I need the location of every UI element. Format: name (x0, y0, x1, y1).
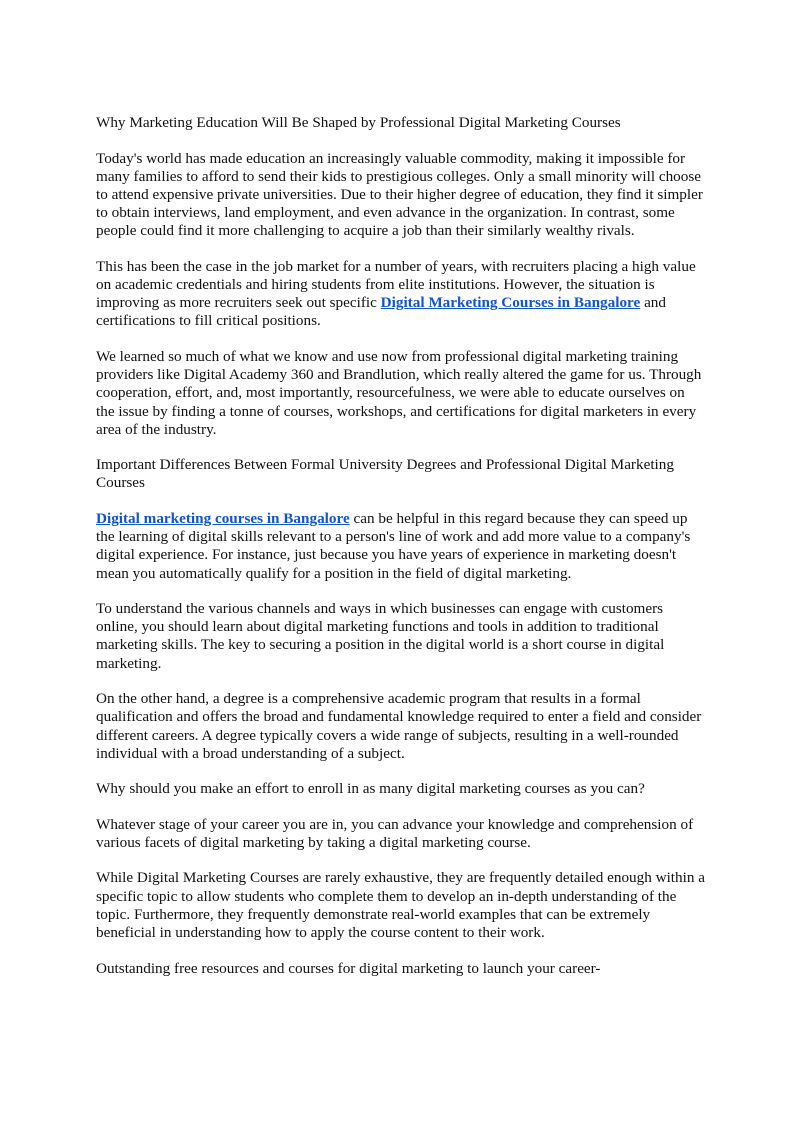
paragraph-4-text-after: can be helpful in this regard because they can speed up the learning of digital skills relevant to a person's line of work and add more value to a company's digital experience. For instance, just because you have years of experience in marketing doesn't mean you automatically qualify for a position in the field of digital marketing. (96, 509, 691, 582)
paragraph-7: Whatever stage of your career you are in, you can advance your knowledge and comprehension of various facets of digital marketing by taking a digital marketing course. (96, 815, 694, 851)
section-heading-why-enroll: Why should you make an effort to enroll in as many digital marketing courses as you can? (96, 780, 645, 798)
digital-marketing-courses-bangalore-link-2[interactable]: Digital marketing courses in Bangalore (96, 509, 350, 527)
paragraph-2-text-before: This has been the case in the job market for a number of years, with recruiters placing a high value on academic credentials and hiring students from elite institutions. However, the situation is improving as more recruiters seek out specific (96, 257, 696, 312)
paragraph-5: To understand the various channels and ways in which businesses can engage with customers online, you should learn about digital marketing functions and tools in addition to traditional marketing skills. The key to securing a position in the digital world is a short course in digital marketing. (96, 600, 665, 672)
paragraph-4 (96, 510, 706, 583)
section-heading-differences: Important Differences Between Formal University Degrees and Professional Digital Marketing Courses (96, 456, 674, 492)
digital-marketing-courses-bangalore-link-1[interactable]: Digital Marketing Courses in Bangalore (380, 294, 641, 312)
document-page (96, 114, 706, 995)
paragraph-3: We learned so much of what we know and use now from professional digital marketing training providers like Digital Academy 360 and Brandlution, which really altered the game for us. Through cooperation, effort, and, most importantly, resourcefulness, we were able to educate ourselves on the issue by finding a tonne of courses, workshops, and certifications for digital marketers in every area of the industry. (96, 347, 702, 438)
paragraph-2-text-after: and certifications to fill critical positions. (96, 294, 666, 330)
paragraph-1: Today's world has made education an increasingly valuable commodity, making it impossible for many families to afford to send their kids to prestigious colleges. Only a small minority will choose to attend expensive private universities. Due to their higher degree of education, they find it simpler to obtain interviews, land employment, and even advance in the organization. In contrast, some people could find it more challenging to acquire a job than their similarly wealthy rivals. (96, 149, 703, 240)
paragraph-2 (96, 258, 706, 331)
paragraph-8: While Digital Marketing Courses are rarely exhaustive, they are frequently detailed enough within a specific topic to allow students who complete them to develop an in-depth understanding of the topic. Furthermore, they frequently demonstrate real-world examples that can be extremely beneficial in understanding how to apply the course content to their work. (96, 869, 705, 942)
section-heading-free-resources: Outstanding free resources and courses for digital marketing to launch your career- (96, 959, 601, 977)
document-title: Why Marketing Education Will Be Shaped by Professional Digital Marketing Courses (96, 114, 621, 131)
paragraph-6: On the other hand, a degree is a comprehensive academic program that results in a formal qualification and offers the broad and fundamental knowledge required to enter a field and consider different careers. A degree typically covers a wide range of subjects, resulting in a well-rounded individual with a broad understanding of a subject. (96, 690, 702, 762)
